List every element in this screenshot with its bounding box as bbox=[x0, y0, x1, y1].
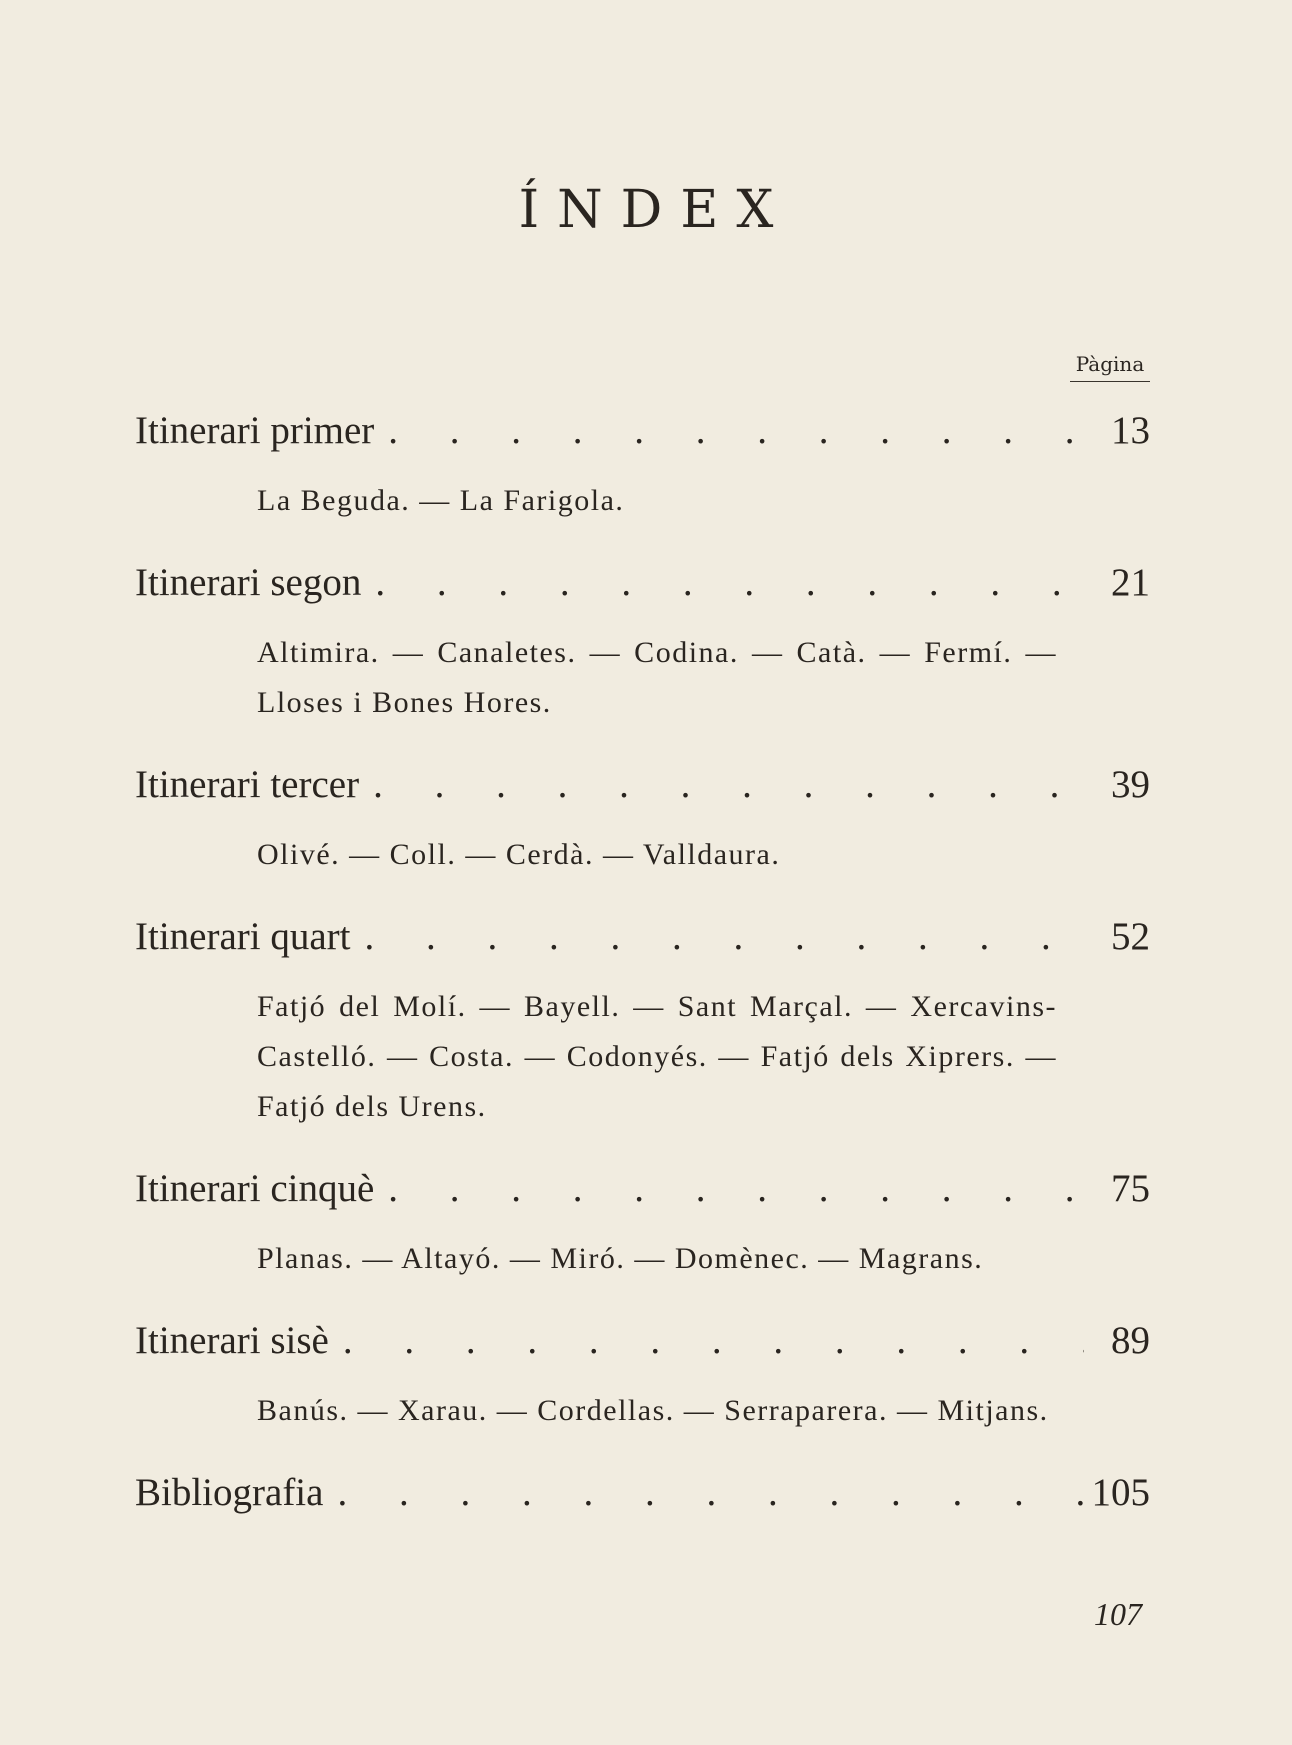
toc-entry-line bbox=[135, 762, 1150, 830]
toc-entry-title: Itinerari sisè bbox=[135, 1319, 329, 1362]
page-column-header: Pàgina bbox=[1070, 352, 1150, 382]
toc-entry-page: 21 bbox=[1111, 561, 1150, 604]
leader-dots bbox=[364, 914, 1084, 959]
toc-entry-description: Planas. — Altayó. — Miró. — Domènec. — Magrans. bbox=[257, 1242, 984, 1275]
toc-entry-page: 39 bbox=[1111, 763, 1150, 806]
toc-entry-itinerari-sise bbox=[135, 1318, 1150, 1436]
toc-entry-line bbox=[135, 914, 1150, 982]
toc-entry-bibliografia bbox=[135, 1470, 1150, 1538]
page-number: 107 bbox=[1094, 1596, 1142, 1632]
toc-entry-itinerari-cinque bbox=[135, 1166, 1150, 1284]
page-title: ÍNDEX bbox=[518, 180, 792, 240]
leader-dots bbox=[375, 560, 1084, 605]
toc-entry-itinerari-quart bbox=[135, 914, 1150, 1132]
toc-entry-itinerari-primer bbox=[135, 408, 1150, 526]
leader-dots bbox=[373, 762, 1084, 807]
toc-entry-line bbox=[135, 408, 1150, 476]
leader-dots bbox=[388, 408, 1084, 453]
toc-entry-title: Itinerari cinquè bbox=[135, 1167, 375, 1210]
toc-entry-description: Fatjó del Molí. — Bayell. — Sant Marçal. — Xercavins-Castelló. — Costa. — Codonyés. — Fatjó dels Xiprers. — Fatjó dels Urens. bbox=[257, 990, 1057, 1123]
leader-dots bbox=[337, 1470, 1084, 1515]
toc-entry-title: Itinerari quart bbox=[135, 915, 351, 958]
toc-entry-line bbox=[135, 560, 1150, 628]
leader-dots bbox=[343, 1318, 1084, 1363]
toc-entry-line bbox=[135, 1470, 1150, 1538]
toc-entry-itinerari-segon bbox=[135, 560, 1150, 728]
toc-entry-title: Itinerari tercer bbox=[135, 763, 360, 806]
toc-entry-description: Altimira. — Canaletes. — Codina. — Catà. — Fermí. — Lloses i Bones Hores. bbox=[257, 636, 1057, 719]
toc-entry-description: Banús. — Xarau. — Cordellas. — Serraparera. — Mitjans. bbox=[257, 1394, 1049, 1427]
toc-entry-line bbox=[135, 1318, 1150, 1386]
toc-entry-page: 105 bbox=[1091, 1471, 1150, 1514]
toc-entry-description: La Beguda. — La Farigola. bbox=[257, 484, 625, 517]
toc-entry-page: 13 bbox=[1111, 409, 1150, 452]
toc-entry-description: Olivé. — Coll. — Cerdà. — Valldaura. bbox=[257, 838, 781, 871]
toc-entry-line bbox=[135, 1166, 1150, 1234]
toc-entry-page: 75 bbox=[1111, 1167, 1150, 1210]
table-of-contents bbox=[135, 408, 1150, 1538]
toc-entry-page: 89 bbox=[1111, 1319, 1150, 1362]
toc-entry-title: Bibliografia bbox=[135, 1471, 324, 1514]
toc-entry-page: 52 bbox=[1111, 915, 1150, 958]
toc-entry-itinerari-tercer bbox=[135, 762, 1150, 880]
leader-dots bbox=[388, 1166, 1084, 1211]
toc-entry-title: Itinerari segon bbox=[135, 561, 362, 604]
toc-entry-title: Itinerari primer bbox=[135, 409, 375, 452]
